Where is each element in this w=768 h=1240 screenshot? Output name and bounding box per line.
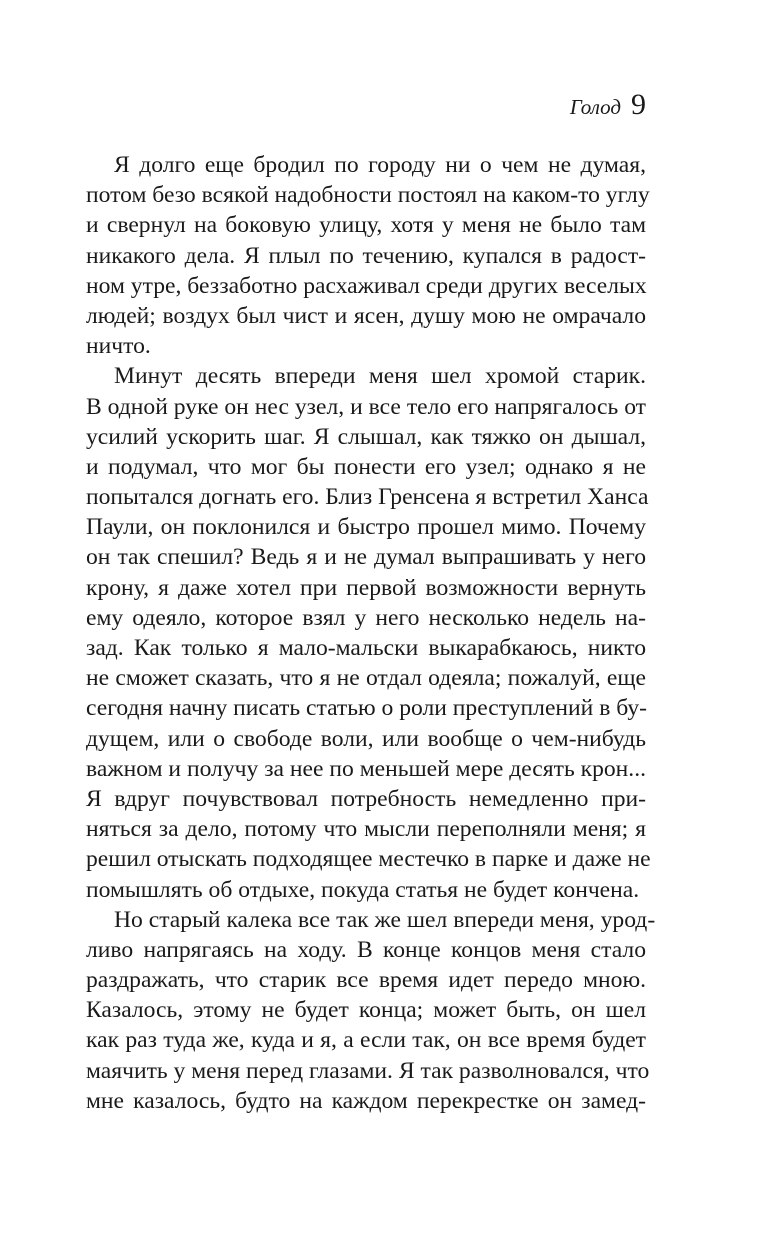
text-line: решил отыскать подходящее местечко в парке и даже не	[86, 846, 651, 873]
text-line: крону, я даже хотел при первой возможности вернуть	[86, 574, 646, 601]
text-line: попытался догнать его. Близ Гренсена я встретил Ханса	[86, 484, 649, 511]
text-line: как раз туда же, куда и я, а если так, он все время будет	[86, 1027, 646, 1054]
text-line: ливо напрягаясь на ходу. В конце концов меня стало	[86, 936, 646, 963]
text-line: людей; воздух был чист и ясен, душу мою не омрачало	[86, 302, 646, 329]
text-line: Минут десять впереди меня шел хромой старик.	[114, 363, 646, 390]
text-line: Я вдруг почувствовал потребность немедленно при-	[86, 785, 646, 812]
text-line: и свернул на боковую улицу, хотя у меня не было там	[86, 212, 646, 239]
text-line: ничто.	[86, 333, 151, 360]
paragraph	[86, 905, 656, 1116]
text-line: ном утре, беззаботно расхаживал среди других веселых	[86, 272, 647, 299]
text-line: и подумал, что мог бы понести его узел; однако я не	[86, 453, 646, 480]
paragraph	[86, 361, 651, 904]
text-line: мне казалось, будто на каждом перекрестке он замед-	[86, 1087, 646, 1114]
text-line: В одной руке он нес узел, и все тело его напрягалось от	[86, 393, 646, 420]
page-number: 9	[631, 88, 646, 121]
text-line: дущем, или о свободе воли, или вообще о чем-нибудь	[86, 725, 646, 752]
paragraph	[86, 150, 650, 361]
text-line: никакого дела. Я плыл по течению, купался в радост-	[86, 242, 646, 269]
running-title: Голод	[569, 95, 621, 119]
text-line: раздражать, что старик все время идет передо мною.	[86, 967, 646, 994]
text-line: ему одеяло, которое взял у него несколько недель на-	[86, 604, 646, 631]
text-line: зад. Как только я мало-мальски выкарабкаюсь, никто	[86, 635, 646, 661]
text-line: потом безо всякой надобности постоял на каком-то углу	[86, 182, 650, 209]
text-line: сегодня начну писать статью о роли преступлений в бу-	[86, 695, 648, 722]
text-line: усилий ускорить шаг. Я слышал, как тяжко он дышал,	[86, 423, 646, 450]
page-header	[570, 88, 646, 122]
text-line: Я долго еще бродил по городу ни о чем не думая,	[114, 152, 646, 178]
text-line: Казалось, этому не будет конца; может быть, он шел	[86, 997, 646, 1024]
text-line: важном и получу за нее по меньшей мере десять крон...	[86, 755, 646, 782]
text-line: няться за дело, потому что мысли переполняли меня; я	[86, 816, 646, 843]
text-line: Паули, он поклонился и быстро прошел мимо. Почему	[86, 514, 646, 541]
body-text	[86, 150, 656, 1116]
text-line: помышлять об отдыхе, покуда статья не будет кончена.	[86, 876, 640, 903]
text-line: Но старый калека все так же шел впереди меня, урод-	[114, 906, 656, 933]
text-line: маячить у меня перед глазами. Я так разволновался, что	[86, 1057, 650, 1084]
text-line: не сможет сказать, что я не отдал одеяла; пожалуй, еще	[86, 665, 646, 692]
text-line: он так спешил? Ведь я и не думал выпрашивать у него	[86, 544, 646, 571]
